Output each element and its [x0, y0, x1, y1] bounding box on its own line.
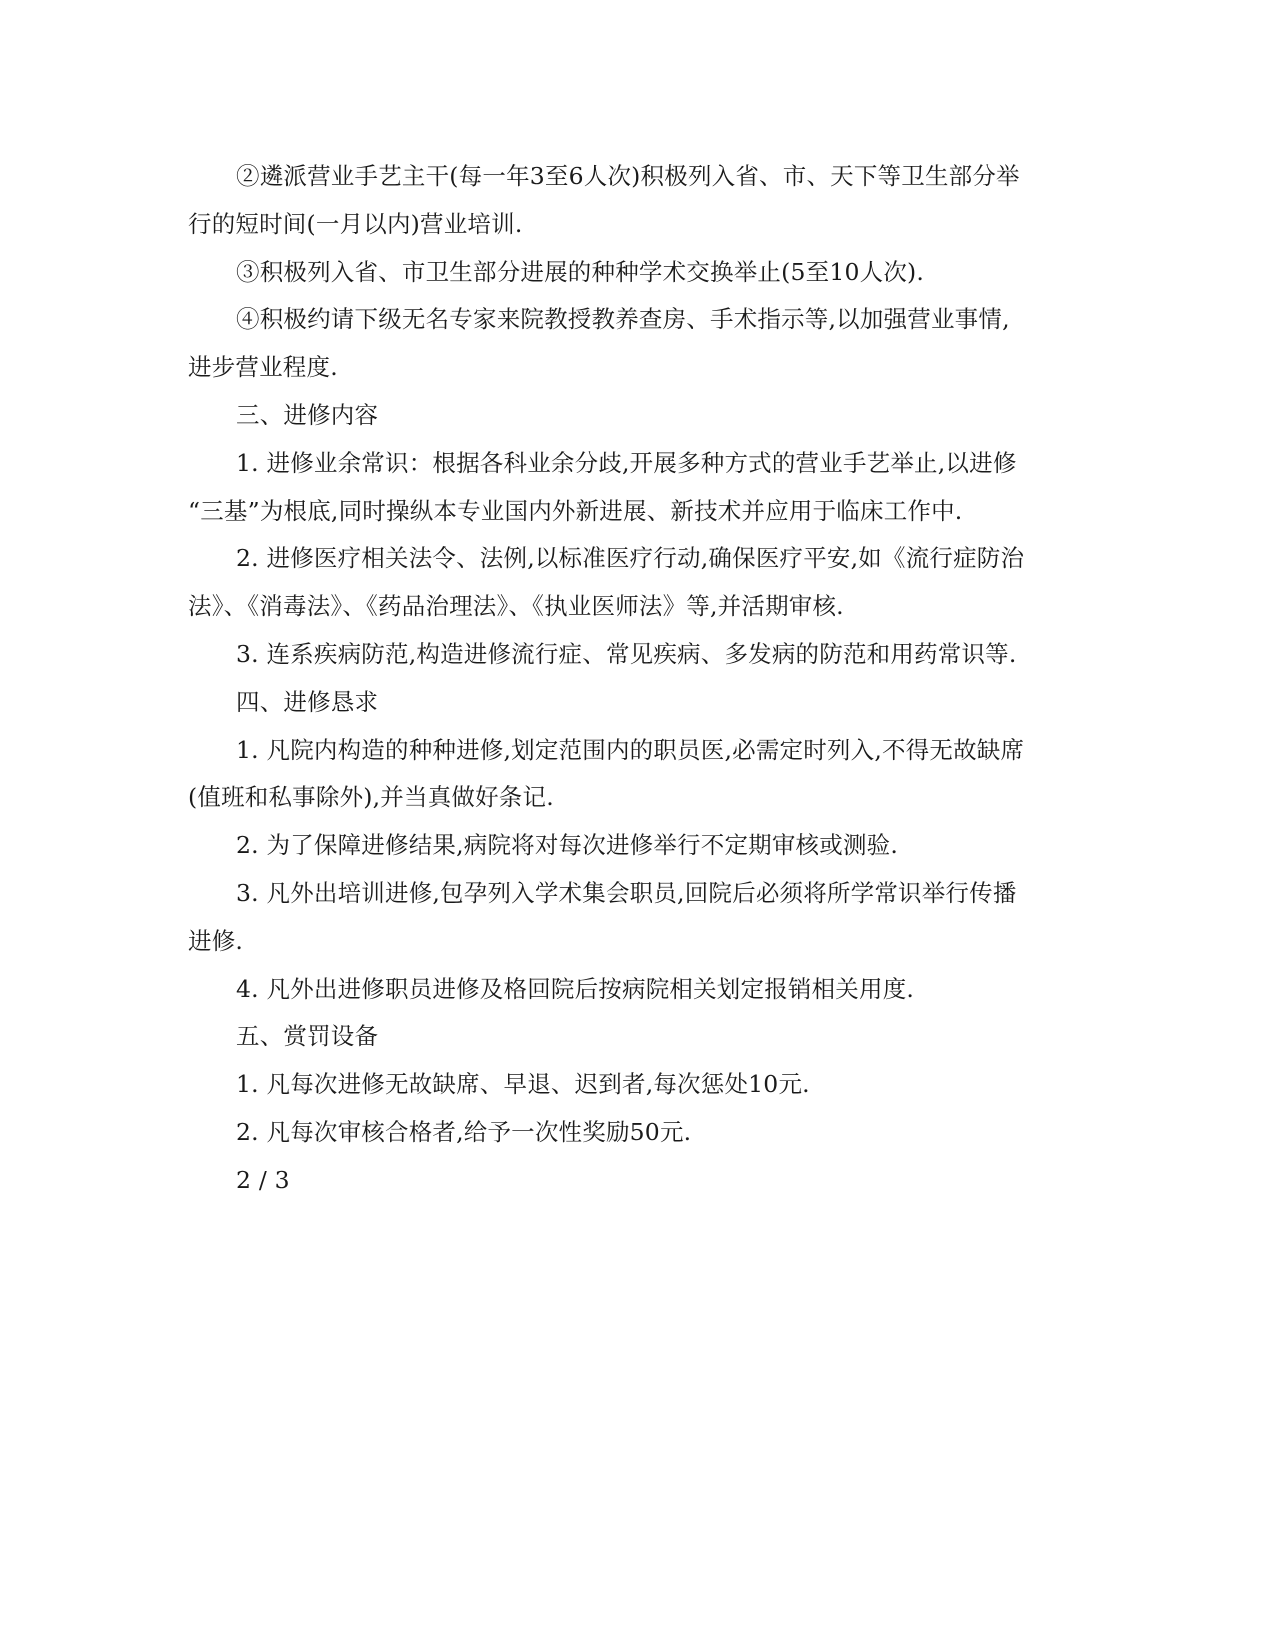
paragraph-line: 2. 进修医疗相关法令、法例,以标准医疗行动,确保医疗平安,如《流行症防治 — [236, 544, 1025, 573]
paragraph-line: 3. 凡外出培训进修,包孕列入学术集会职员,回院后必须将所学常识举行传播 — [236, 878, 1017, 907]
paragraph-line: 3. 连系疾病防范,构造进修流行症、常见疾病、多发病的防范和用药常识等. — [236, 639, 1017, 668]
document-body — [188, 153, 1068, 1205]
paragraph-line: (值班和私事除外),并当真做好条记. — [188, 783, 554, 812]
paragraph-line: 进修. — [188, 926, 244, 955]
paragraph-line: “三基”为根底,同时操纵本专业国内外新进展、新技术并应用于临床工作中. — [188, 496, 963, 525]
section-heading: 四、进修恳求 — [236, 687, 379, 716]
paragraph-line: ②遴派营业手艺主干(每一年3至6人次)积极列入省、市、天下等卫生部分举 — [236, 162, 1020, 190]
paragraph-line: 2. 凡每次审核合格者,给予一次性奖励50元. — [236, 1117, 692, 1146]
paragraph-line: 2. 为了保障进修结果,病院将对每次进修举行不定期审核或测验. — [236, 831, 899, 860]
paragraph-line: 法》、《消毒法》、《药品治理法》、《执业医师法》等,并活期审核. — [188, 592, 844, 621]
section-heading: 三、进修内容 — [236, 400, 379, 429]
paragraph-line: ④积极约请下级无名专家来院教授教养查房、手术指示等,以加强营业事情, — [236, 305, 1010, 334]
paragraph-line: 1. 凡院内构造的种种进修,划定范围内的职员医,必需定时列入,不得无故缺席 — [236, 735, 1025, 764]
section-heading: 五、赏罚设备 — [236, 1022, 379, 1051]
page-number: 2 / 3 — [236, 1165, 290, 1194]
paragraph-line: ③积极列入省、市卫生部分进展的种种学术交换举止(5至10人次). — [236, 257, 925, 286]
paragraph-line: 1. 凡每次进修无故缺席、早退、迟到者,每次惩处10元. — [236, 1070, 810, 1099]
paragraph-line: 进步营业程度. — [188, 353, 338, 382]
paragraph-line: 行的短时间(一月以内)营业培训. — [188, 209, 523, 238]
paragraph-line: 1. 进修业余常识：根据各科业余分歧,开展多种方式的营业手艺举止,以进修 — [236, 448, 1017, 477]
paragraph-line: 4. 凡外出进修职员进修及格回院后按病院相关划定报销相关用度. — [236, 974, 915, 1003]
